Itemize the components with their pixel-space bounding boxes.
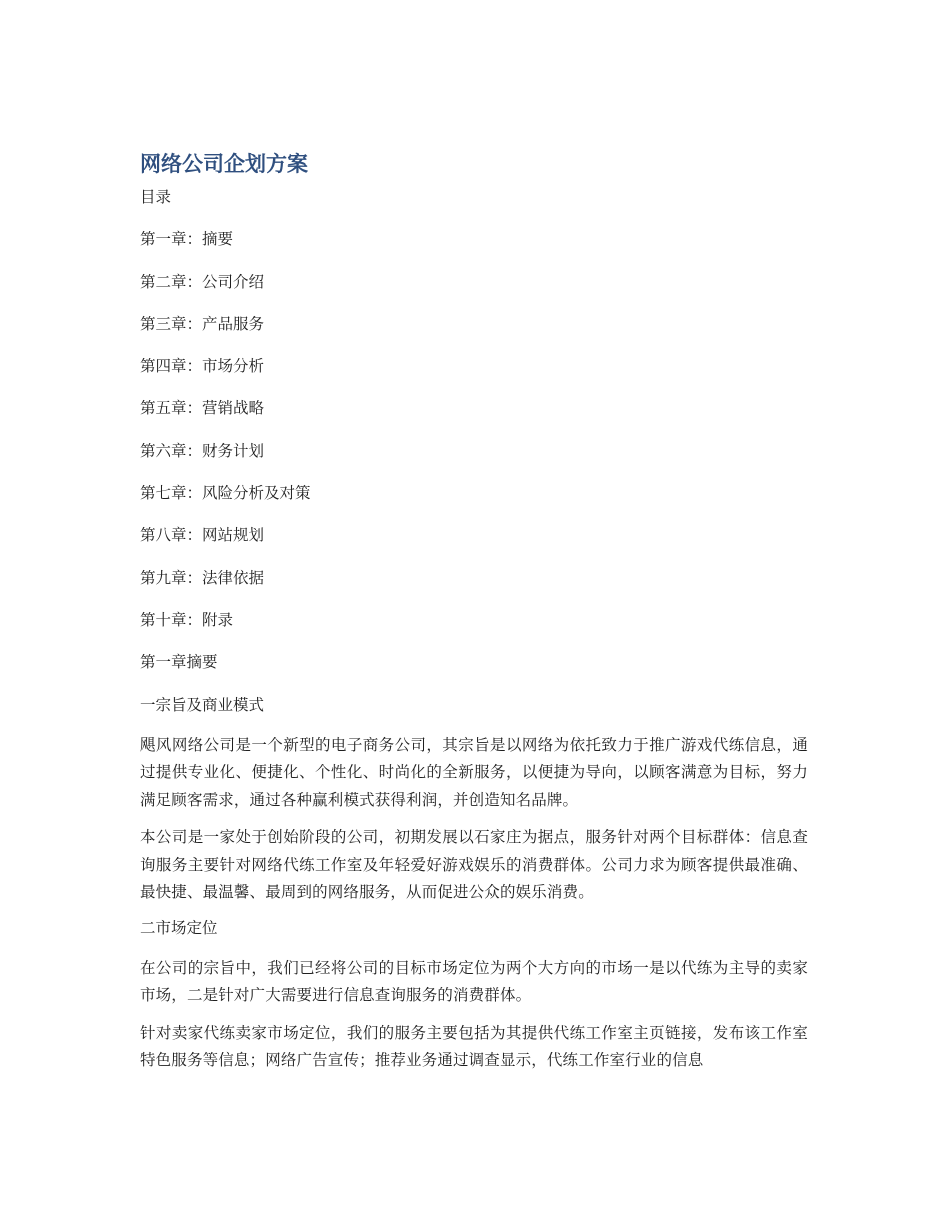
paragraph: 针对卖家代练卖家市场定位，我们的服务主要包括为其提供代练工作室主页链接，发布该工作室特色服务等信息；网络广告宣传；推荐业务通过调查显示，代练工作室行业的信息 xyxy=(140,1023,808,1070)
section-heading: 二市场定位 xyxy=(140,918,218,937)
document-title: 网络公司企划方案 xyxy=(140,152,308,176)
toc-item: 第十章：附录 xyxy=(140,610,234,629)
section-heading: 一宗旨及商业模式 xyxy=(140,695,265,714)
toc-item: 第九章：法律依据 xyxy=(140,568,265,587)
toc-item: 第一章：摘要 xyxy=(140,230,234,249)
toc-item: 第五章：营销战略 xyxy=(140,399,265,418)
toc-item: 第七章：风险分析及对策 xyxy=(140,484,311,503)
document-page xyxy=(140,148,808,1085)
paragraph: 本公司是一家处于创始阶段的公司，初期发展以石家庄为据点，服务针对两个目标群体：信息查询服务主要针对网络代练工作室及年轻爱好游戏娱乐的消费群体。公司力求为顾客提供最准确、最快捷、最温馨、最周到的网络服务，从而促进公众的娱乐消费。 xyxy=(140,828,808,902)
toc-label: 目录 xyxy=(140,188,172,206)
toc-item: 第四章：市场分析 xyxy=(140,357,265,376)
toc-item: 第二章：公司介绍 xyxy=(140,272,265,291)
paragraph: 在公司的宗旨中，我们已经将公司的目标市场定位为两个大方向的市场一是以代练为主导的卖家市场，二是针对广大需要进行信息查询服务的消费群体。 xyxy=(140,958,808,1005)
paragraph: 飓风网络公司是一个新型的电子商务公司，其宗旨是以网络为依托致力于推广游戏代练信息，通过提供专业化、便捷化、个性化、时尚化的全新服务，以便捷为导向，以顾客满意为目标，努力满足顾客需求，通过各种赢利模式获得利润，并创造知名品牌。 xyxy=(140,735,808,809)
chapter-heading: 第一章摘要 xyxy=(140,653,218,672)
toc-item: 第八章：网站规划 xyxy=(140,526,265,545)
toc-item: 第六章：财务计划 xyxy=(140,441,265,460)
table-of-contents xyxy=(140,228,808,631)
toc-item: 第三章：产品服务 xyxy=(140,314,265,333)
